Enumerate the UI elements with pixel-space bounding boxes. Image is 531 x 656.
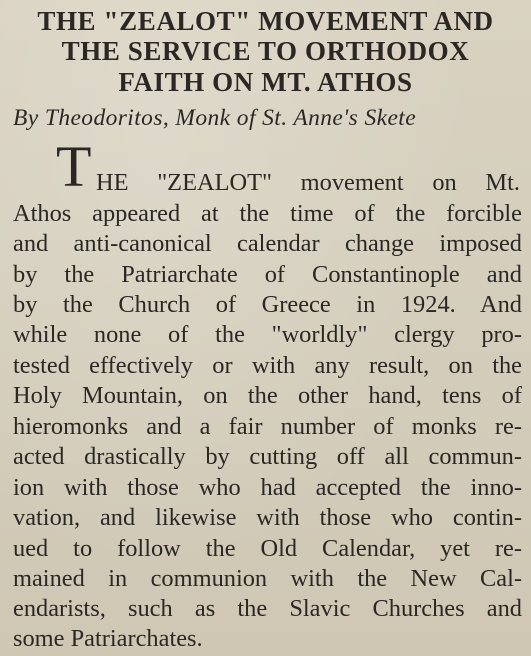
body-line: and anti-canonical calendar change imposed [13, 230, 522, 257]
body-line: some Patriarchates. [13, 625, 203, 652]
body-line: Athos appeared at the time of the forcible [13, 200, 522, 227]
body-line: vation, and likewise with those who contin- [13, 504, 522, 531]
body-line: mained in communion with the New Cal- [13, 565, 522, 592]
drop-cap: T [56, 134, 92, 199]
body-line: tested effectively or with any result, on the [13, 352, 522, 379]
body-line: while none of the "worldly" clergy pro- [13, 321, 522, 348]
body-line: ion with those who had accepted the inno- [13, 474, 522, 501]
body-line: endarists, such as the Slavic Churches and [13, 595, 522, 622]
body-line: ued to follow the Old Calendar, yet re- [13, 535, 522, 562]
body-line: HE "ZEALOT" movement on Mt. [96, 169, 520, 196]
body-line: by the Patriarchate of Constantinople and [13, 261, 522, 288]
body-line: by the Church of Greece in 1924. And [13, 291, 522, 318]
body-line: hieromonks and a fair number of monks re- [13, 413, 522, 440]
cut-off-next-line [340, 650, 520, 656]
article-title-line-1: THE "ZEALOT" MOVEMENT AND [37, 6, 494, 36]
article-title-line-2: THE SERVICE TO ORTHODOX [61, 36, 470, 66]
body-line: acted drastically by cutting off all commun- [13, 443, 522, 470]
article-title-line-3: FAITH ON MT. ATHOS [118, 67, 413, 97]
body-line: Holy Mountain, on the other hand, tens of [13, 382, 522, 409]
article-byline: By Theodoritos, Monk of St. Anne's Skete [13, 105, 417, 131]
